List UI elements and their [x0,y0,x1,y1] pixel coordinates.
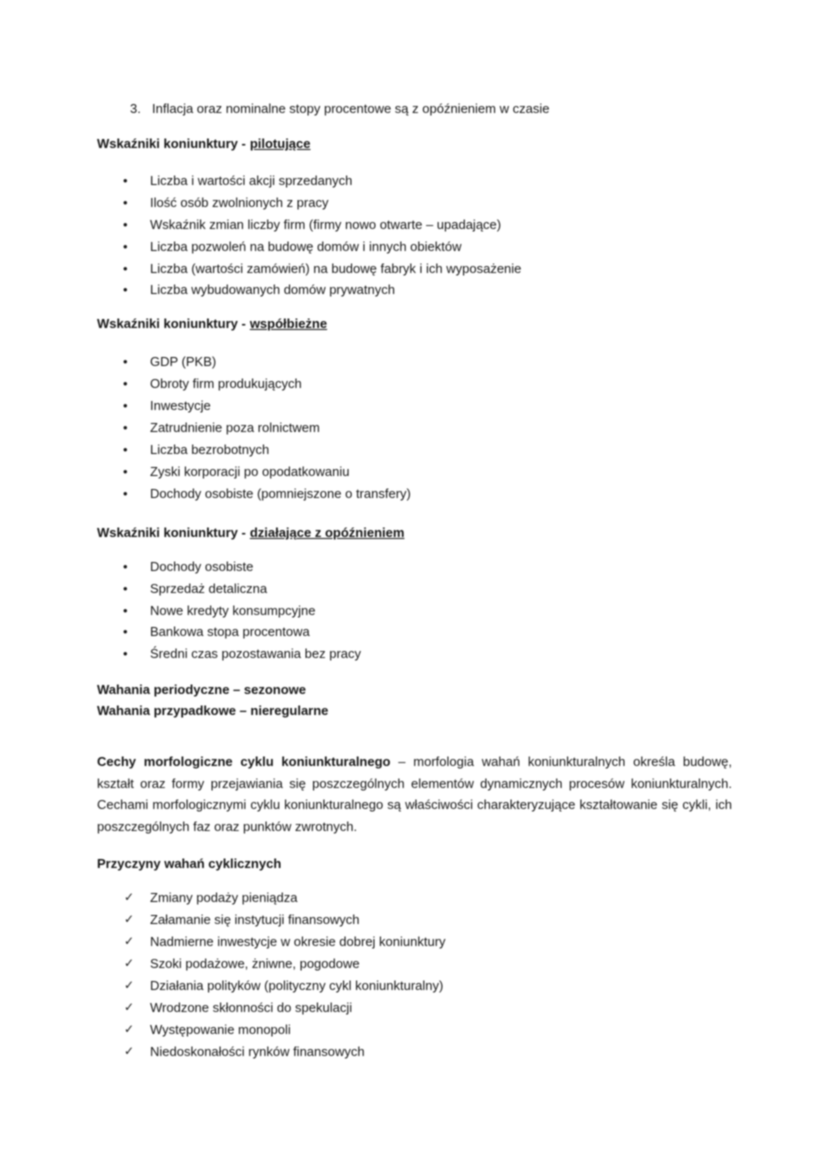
section-heading-leading-indicators [97,133,732,155]
list-item-text: Wrodzone skłonności do spekulacji [150,999,353,1015]
bullet-icon: • [123,558,128,574]
list-item [97,417,732,439]
list-item-text: Wskaźnik zmian liczby firm (firmy nowo otwarte – upadające) [150,216,502,232]
bullet-icon: • [123,398,128,414]
document-content [97,98,732,1062]
bullet-icon: • [123,260,128,276]
coincident-indicators-list [97,351,732,504]
list-item-text: Inwestycje [150,398,211,414]
list-item [97,997,732,1019]
bullet-icon: • [123,282,128,298]
list-item-text: Sprzedaż detaliczna [150,580,268,596]
list-item [97,931,732,953]
check-icon: ✓ [124,1043,135,1058]
list-item-text: Obroty firm produkujących [150,376,302,392]
section-heading-coincident-indicators [97,313,732,335]
bullet-icon: • [123,376,128,392]
list-item [97,621,732,643]
list-item [97,461,732,483]
bullet-icon: • [123,485,128,501]
check-icon: ✓ [124,890,135,905]
check-icon: ✓ [124,955,135,970]
periodic-fluctuations-line: Wahania periodyczne – sezonowe [97,682,307,698]
heading-underlined-term: pilotujące [249,135,311,151]
list-item [97,643,732,665]
bullet-icon: • [123,172,128,188]
list-item [97,258,732,280]
cycle-causes-list [97,887,732,1062]
leading-indicators-list [97,170,732,301]
lagging-indicators-list [97,556,732,666]
list-item-text: Liczba pozwoleń na budowę domów i innych obiektów [150,238,462,254]
list-item [97,578,732,600]
bullet-icon: • [123,194,128,210]
check-icon: ✓ [124,934,135,949]
bullet-icon: • [123,602,128,618]
list-item [97,236,732,258]
list-item-text: Bankowa stopa procentowa [150,624,310,640]
list-item-text: GDP (PKB) [150,354,217,370]
heading-underlined-term: współbieżne [249,316,328,332]
list-item-text: Nowe kredyty konsumpcyjne [150,602,316,618]
list-item [97,887,732,909]
list-item [97,556,732,578]
list-item-text: Występowanie monopoli [150,1021,291,1037]
list-item-text: Liczba wybudowanych domów prywatnych [150,282,395,298]
list-item-text: Szoki podażowe, żniwne, pogodowe [150,955,360,971]
list-item-text: Zatrudnienie poza rolnictwem [150,420,320,436]
list-item-text: Liczba bezrobotnych [150,441,270,457]
list-item-text: Dochody osobiste (pomniejszone o transfery) [150,485,411,501]
list-item [97,600,732,622]
list-item-text: Dochody osobiste [150,558,254,574]
list-item-text: Ilość osób zwolnionych z pracy [150,194,329,210]
bullet-icon: • [123,354,128,370]
item-number: 3. [130,101,141,116]
list-item-text: Zyski korporacji po opodatkowaniu [150,463,350,479]
heading-text: Przyczyny wahań cyklicznych [97,856,282,872]
item-text: Inflacja oraz nominalne stopy procentowe są z opóźnieniem w czasie [152,101,550,116]
list-item [97,395,732,417]
bullet-icon: • [123,624,128,640]
list-item-text: Liczba (wartości zamówień) na budowę fabryk i ich wyposażenie [150,260,522,276]
bullet-icon: • [123,216,128,232]
check-icon: ✓ [124,999,135,1014]
morphology-paragraph [97,751,732,837]
list-item [97,351,732,373]
fluctuations-lines [97,680,732,721]
check-icon: ✓ [124,1021,135,1036]
list-item-text: Nadmierne inwestycje w okresie dobrej koniunktury [150,934,446,950]
paragraph-bold-lead: Cechy morfologiczne cyklu koniunkturalnego [97,754,391,770]
list-item [97,279,732,301]
bullet-icon: • [123,463,128,479]
list-item [97,975,732,997]
section-heading-cycle-causes [97,853,732,875]
random-fluctuations-line: Wahania przypadkowe – nieregularne [97,702,329,718]
list-item [97,214,732,236]
list-item [97,373,732,395]
section-heading-lagging-indicators [97,522,732,544]
check-icon: ✓ [124,912,135,927]
list-item-text: Załamanie się instytucji finansowych [150,912,360,928]
list-item-text: Niedoskonałości rynków finansowych [150,1043,365,1059]
bullet-icon: • [123,238,128,254]
list-item [97,953,732,975]
list-item-text: Liczba i wartości akcji sprzedanych [150,172,353,188]
heading-underlined-term: działające z opóźnieniem [249,524,405,540]
list-item [97,483,732,505]
list-item [97,192,732,214]
list-item-text: Zmiany podaży pieniądza [150,890,298,906]
bullet-icon: • [123,580,128,596]
bullet-icon: • [123,646,128,662]
heading-prefix: Wskaźniki koniunktury - [97,135,246,151]
check-icon: ✓ [124,977,135,992]
bullet-icon: • [123,420,128,436]
list-item [97,909,732,931]
list-item [97,170,732,192]
list-item-text: Działania polityków (polityczny cykl koniunkturalny) [150,977,444,993]
numbered-item [97,98,732,120]
heading-prefix: Wskaźniki koniunktury - [97,316,246,332]
heading-prefix: Wskaźniki koniunktury - [97,524,246,540]
list-item-text: Średni czas pozostawania bez pracy [150,646,362,662]
paragraph-body-text: – morfologia wahań koniunkturalnych określa budowę, kształt oraz formy przejawiania się poszczególnych elementów dynamicznych procesów koniunkturalnych. Cechami morfologicznymi cyklu koniunkturalnego są właściwości charakteryzujące kształtowanie się cykli, ich poszczególnych faz oraz punktów zwrotnych. [97,754,732,834]
list-item [97,1041,732,1063]
list-item [97,1019,732,1041]
list-item [97,439,732,461]
bullet-icon: • [123,441,128,457]
